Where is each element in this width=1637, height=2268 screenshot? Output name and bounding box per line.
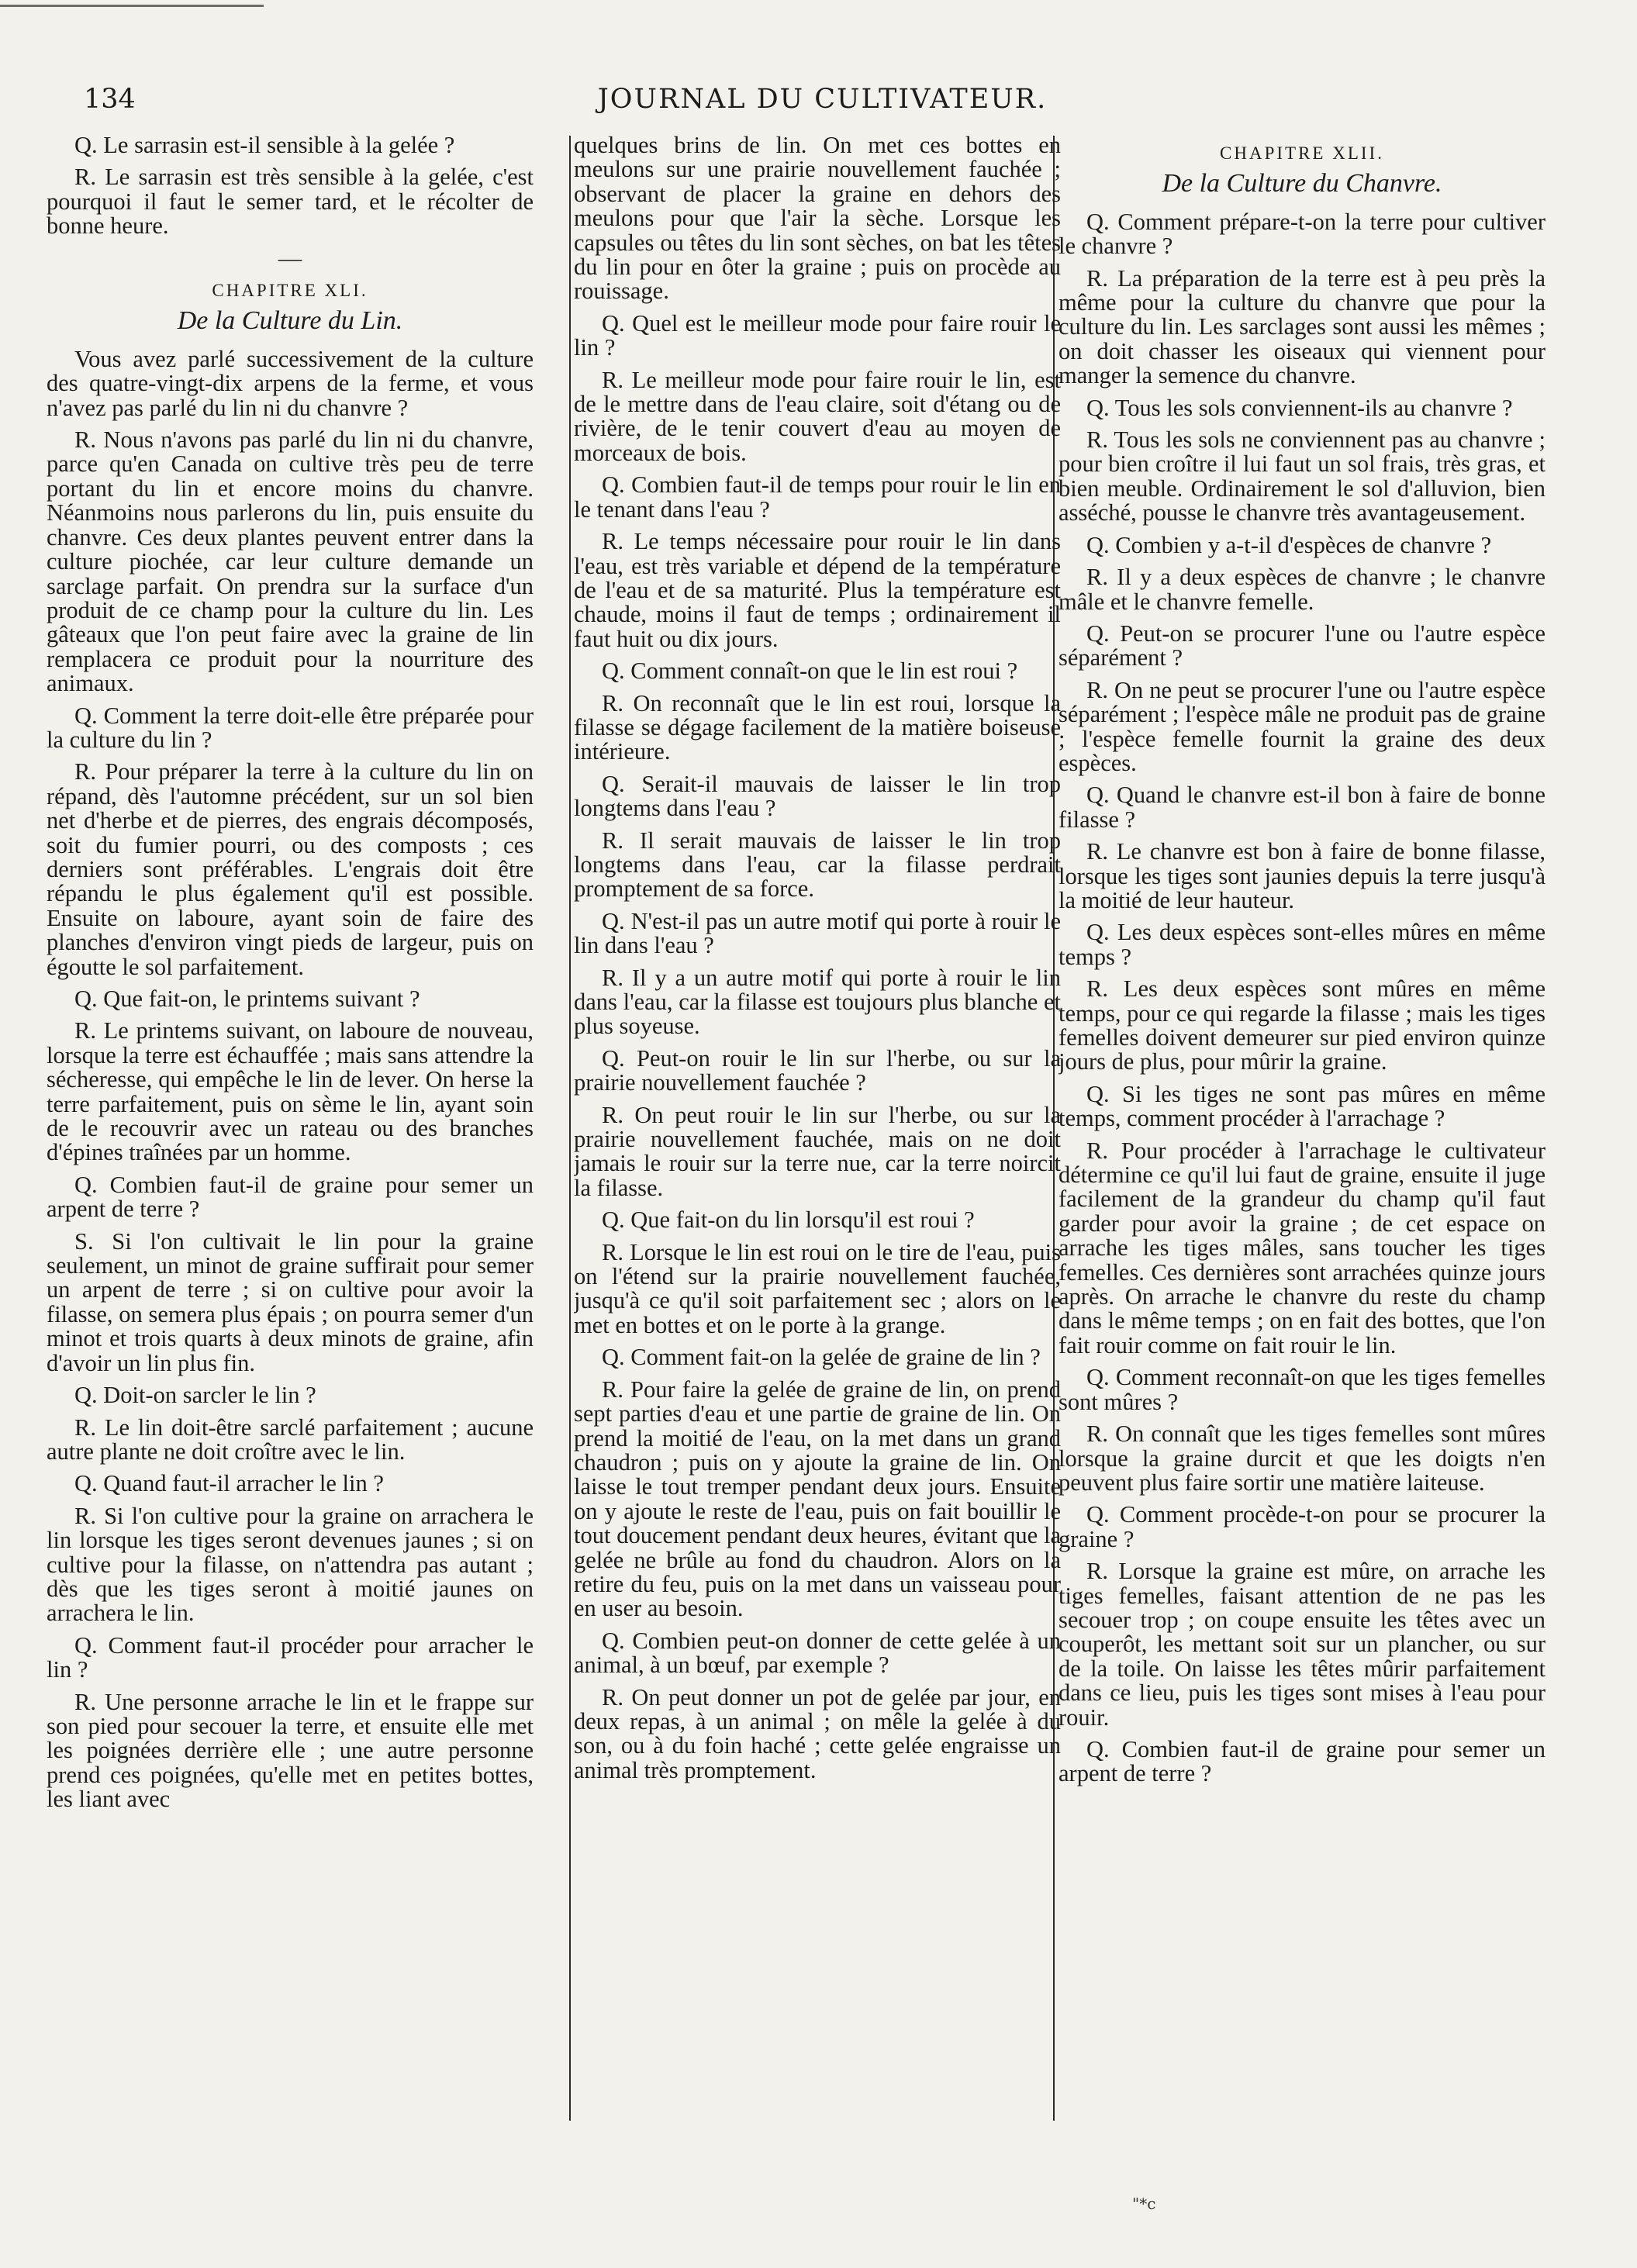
paragraph: R. La préparation de la terre est à peu près la même pour la culture du chanvre que pour la culture du lin. Les sarclages sont aussi les mêmes ; on doit chasser les oiseaux qui viennent pour manger la semence du chanvre.	[1059, 264, 1545, 389]
paragraph: quelques brins de lin. On met ces bottes en meulons sur une prairie nouvellement fauchée ; observant de placer la graine en dehors des meulons pour que l'air la sèche. Lorsque les capsules ou têtes du lin sont sèches, on bat les têtes du lin pour en ôter la graine ; puis on procède au rouissage.	[574, 133, 1061, 305]
paragraph: R. Pour préparer la terre à la culture du lin on répand, dès l'automne précédent, sur un sol bien net d'herbe et de pierres, des engrais décomposés, soit du fumier pourri, ou des composts ; ces derniers sont préférables. L'engrais doit être répandu le plus également qu'il est possible. Ensuite on laboure, ayant soin de faire des planches d'environ vingt pieds de largeur, puis on égoutte le sol parfaitement.	[47, 758, 534, 980]
column-1	[47, 133, 534, 2227]
paragraph: R. Le chanvre est bon à faire de bonne filasse, lorsque les tiges sont jaunies depuis la terre jusqu'à la moitié de leur hauteur.	[1059, 838, 1545, 913]
paragraph: Q. Peut-on rouir le lin sur l'herbe, ou sur la prairie nouvellement fauchée ?	[574, 1044, 1061, 1096]
paragraph: Q. Quand faut-il arracher le lin ?	[74, 1470, 384, 1497]
paragraph: Q. Combien y a-t-il d'espèces de chanvre ?	[1086, 531, 1492, 558]
paragraph: Vous avez parlé successivement de la culture des quatre-vingt-dix arpens de la ferme, et vous n'avez pas parlé du lin ni du chanvre ?	[47, 345, 534, 421]
column-divider	[569, 136, 571, 2121]
paragraph: Q. Combien faut-il de temps pour rouir le lin en le tenant dans l'eau ?	[574, 471, 1061, 523]
paragraph: R. Lorsque le lin est roui on le tire de l'eau, puis on l'étend sur la prairie nouvellement fauchée, jusqu'à ce qu'il soit parfaitement sec ; alors on le met en bottes et on le porte à la grange.	[574, 1238, 1061, 1338]
paragraph: Q. Quand le chanvre est-il bon à faire de bonne filasse ?	[1059, 782, 1545, 833]
paragraph: R. On connaît que les tiges femelles sont mûres lorsque la graine durcit et que les doigts n'en peuvent plus faire sortir une matière laiteuse.	[1059, 1421, 1545, 1496]
chapter-heading: CHAPITRE XLII.	[1220, 143, 1384, 163]
chapter-subtitle: De la Culture du Chanvre.	[1162, 169, 1442, 198]
paragraph: R. Le meilleur mode pour faire rouir le lin, est de le mettre dans de l'eau claire, soit d'étang ou de rivière, de le tenir couvert d'eau au moyen de morceaux de bois.	[574, 366, 1061, 466]
column-2	[574, 133, 1061, 2227]
paragraph: R. On reconnaît que le lin est roui, lorsque la filasse se dégage facilement de la matière boiseuse intérieure.	[574, 689, 1061, 765]
running-title: JOURNAL DU CULTIVATEUR.	[597, 84, 1048, 115]
paragraph: S. Si l'on cultivait le lin pour la graine seulement, un minot de graine suffirait pour semer un arpent de terre ; si on cultive pour avoir la filasse, on semera plus épais ; on pourra semer d'un minot et trois quarts à deux minots de graine, afin d'avoir un lin plus fin.	[47, 1227, 534, 1376]
paragraph: Q. Doit-on sarcler le lin ?	[74, 1382, 316, 1409]
paragraph: Q. Tous les sols conviennent-ils au chanvre ?	[1086, 394, 1513, 421]
paragraph: R. Si l'on cultive pour la graine on arrachera le lin lorsque les tiges seront devenues jaunes ; si on cultive pour la filasse, on n'attendra pas autant ; dès que les tiges seront à moitié jaunes on arrachera le lin.	[47, 1502, 534, 1627]
paragraph: Q. Combien faut-il de graine pour semer un arpent de terre ?	[47, 1171, 534, 1223]
paragraph: R. Lorsque la graine est mûre, on arrache les tiges femelles, faisant attention de ne pas les secouer trop ; on coupe ensuite les têtes avec un couperôt, les mettant soit sur un plancher, ou sur de la toile. On laisse les têtes mûrir parfaitement dans ce lieu, puis les tiges sont mises à l'eau pour rouir.	[1059, 1558, 1545, 1731]
column-3	[1059, 133, 1545, 2227]
column-1-body	[47, 347, 534, 1812]
paragraph: R. Le sarrasin est très sensible à la gelée, c'est pourquoi il faut le semer tard, et le récolter de bonne heure.	[47, 164, 534, 240]
paragraph: Q. Que fait-on, le printems suivant ?	[74, 986, 420, 1012]
page-number: 134	[84, 84, 136, 115]
paragraph: R. Le temps nécessaire pour rouir le lin dans l'eau, est très variable et dépend de la température de l'eau et de sa maturité. Plus la température est chaude, moins il faut de temps ; ordinairement il faut huit ou dix jours.	[574, 528, 1061, 652]
paragraph: R. Il y a deux espèces de chanvre ; le chanvre mâle et le chanvre femelle.	[1059, 564, 1545, 615]
paragraph: Q. Les deux espèces sont-elles mûres en même temps ?	[1059, 919, 1545, 970]
chapter-subtitle: De la Culture du Lin.	[177, 306, 403, 336]
paragraph: Q. Comment prépare-t-on la terre pour cultiver le chanvre ?	[1059, 208, 1545, 260]
paragraph: Q. Que fait-on du lin lorsqu'il est roui ?	[602, 1206, 975, 1234]
paragraph: Q. Comment la terre doit-elle être préparée pour la culture du lin ?	[47, 702, 534, 753]
paragraph: R. Le lin doit-être sarclé parfaitement ; aucune autre plante ne doit croître avec le lin.	[47, 1414, 534, 1465]
paragraph: Q. Quel est le meilleur mode pour faire rouir le lin ?	[574, 309, 1061, 361]
paragraph: Q. N'est-il pas un autre motif qui porte à rouir le lin dans l'eau ?	[574, 907, 1061, 959]
section-separator: —	[278, 244, 302, 271]
paragraph: R. Les deux espèces sont mûres en même temps, pour ce qui regarde la filasse ; mais les tiges femelles doivent demeurer sur pied environ quinze jours de plus, pour mûrir la graine.	[1059, 975, 1545, 1075]
paragraph: Q. Comment reconnaît-on que les tiges femelles sont mûres ?	[1059, 1364, 1545, 1415]
column-2-body	[574, 133, 1061, 1783]
paragraph: R. On peut donner un pot de gelée par jour, en deux repas, à un animal ; on mêle la gelée à du son, ou à du foin haché ; cette gelée engraisse un animal très promptement.	[574, 1683, 1061, 1783]
paragraph: R. Le printems suivant, on laboure de nouveau, lorsque la terre est échauffée ; mais sans attendre la sécheresse, qui empêche le lin de lever. On herse la terre parfaitement, puis on sème le lin, ayant soin de le recouvrir avec un rateau ou des branches d'épines traînées par un homme.	[47, 1017, 534, 1166]
column-3-body	[1059, 210, 1545, 1786]
paragraph: Q. Comment procède-t-on pour se procurer la graine ?	[1059, 1501, 1545, 1552]
paragraph: Q. Si les tiges ne sont pas mûres en même temps, comment procéder à l'arrachage ?	[1059, 1080, 1545, 1132]
paragraph: Q. Peut-on se procurer l'une ou l'autre espèce séparément ?	[1059, 620, 1545, 671]
paragraph: Q. Comment fait-on la gelée de graine de lin ?	[602, 1344, 1041, 1371]
paragraph: R. Il y a un autre motif qui porte à rouir le lin dans l'eau, car la filasse est toujours plus blanche et plus soyeuse.	[574, 964, 1061, 1040]
footer-mark: "*c	[1132, 2194, 1156, 2213]
paragraph: Q. Le sarrasin est-il sensible à la gelée ?	[74, 133, 455, 158]
chapter-heading: CHAPITRE XLI.	[212, 281, 368, 301]
paragraph: Q. Combien peut-on donner de cette gelée à un animal, à un bœuf, par exemple ?	[574, 1627, 1061, 1679]
paragraph: R. Nous n'avons pas parlé du lin ni du chanvre, parce qu'en Canada on cultive très peu de terre portant du lin et encore moins du chanvre. Néanmoins nous parlerons du lin, puis ensuite du chanvre. Ces deux plantes peuvent entrer dans la culture piochée, car leur culture demande un sarclage parfait. On prendra sur la surface d'un produit de ce champ pour la culture du lin. Les gâteaux que l'on peut faire avec la graine de lin remplacera ce produit pour la nourriture des animaux.	[47, 426, 534, 697]
paragraph: Q. Comment faut-il procéder pour arracher le lin ?	[47, 1631, 534, 1683]
page-header	[84, 84, 1561, 123]
paragraph: Q. Combien faut-il de graine pour semer un arpent de terre ?	[1059, 1735, 1545, 1787]
paragraph: R. On ne peut se procurer l'une ou l'autre espèce séparément ; l'espèce mâle ne produit pas de graine ; l'espèce femelle fournit la graine des deux espèces.	[1059, 676, 1545, 776]
paragraph: R. On peut rouir le lin sur l'herbe, ou sur la prairie nouvellement fauchée, mais on ne doit jamais le rouir sur la terre nue, car la terre noircit la filasse.	[574, 1101, 1061, 1201]
paragraph: R. Il serait mauvais de laisser le lin trop longtems dans l'eau, car la filasse perdrait promptement de sa force.	[574, 827, 1061, 903]
paragraph: Q. Comment connaît-on que le lin est roui ?	[602, 658, 1018, 685]
top-rule	[0, 5, 264, 7]
paragraph: Q. Serait-il mauvais de laisser le lin trop longtems dans l'eau ?	[574, 770, 1061, 822]
paragraph: R. Tous les sols ne conviennent pas au chanvre ; pour bien croître il lui faut un sol frais, très gras, et bien meuble. Ordinairement le sol d'alluvion, bien asséché, pousse le chanvre très avantageusement.	[1059, 426, 1545, 526]
paragraph: R. Pour procéder à l'arrachage le cultivateur détermine ce qu'il lui faut de graine, ensuite il juge facilement de la grandeur du champ qu'il faut garder pour avoir la graine ; de cet espace on arrache les tiges mâles, sans toucher les tiges femelles. Ces dernières sont arrachées quinze jours après. On arrache le chanvre du reste du champ dans le même temps ; on en fait des bottes, que l'on fait rouir comme on fait rouir le lin.	[1059, 1137, 1545, 1358]
paragraph: R. Pour faire la gelée de graine de lin, on prend sept parties d'eau et une partie de graine de lin. On prend la moitié de l'eau, on la met dans un grand chaudron ; puis on y ajoute la graine de lin. On laisse le tout tremper pendant deux jours. Ensuite on y ajoute le reste de l'eau, puis on fait bouillir le tout doucement pendant deux heures, évitant que la gelée ne brûle au fond du chaudron. Alors on la retire du feu, puis on la met dans un vaisseau pour en user au besoin.	[574, 1376, 1061, 1622]
column-1-intro	[47, 133, 534, 239]
paragraph: R. Une personne arrache le lin et le frappe sur son pied pour secouer la terre, et ensuite elle met les poignées derrière elle ; une autre personne prend ces poignées, qu'elle met en petites bottes, les liant avec	[47, 1688, 534, 1813]
